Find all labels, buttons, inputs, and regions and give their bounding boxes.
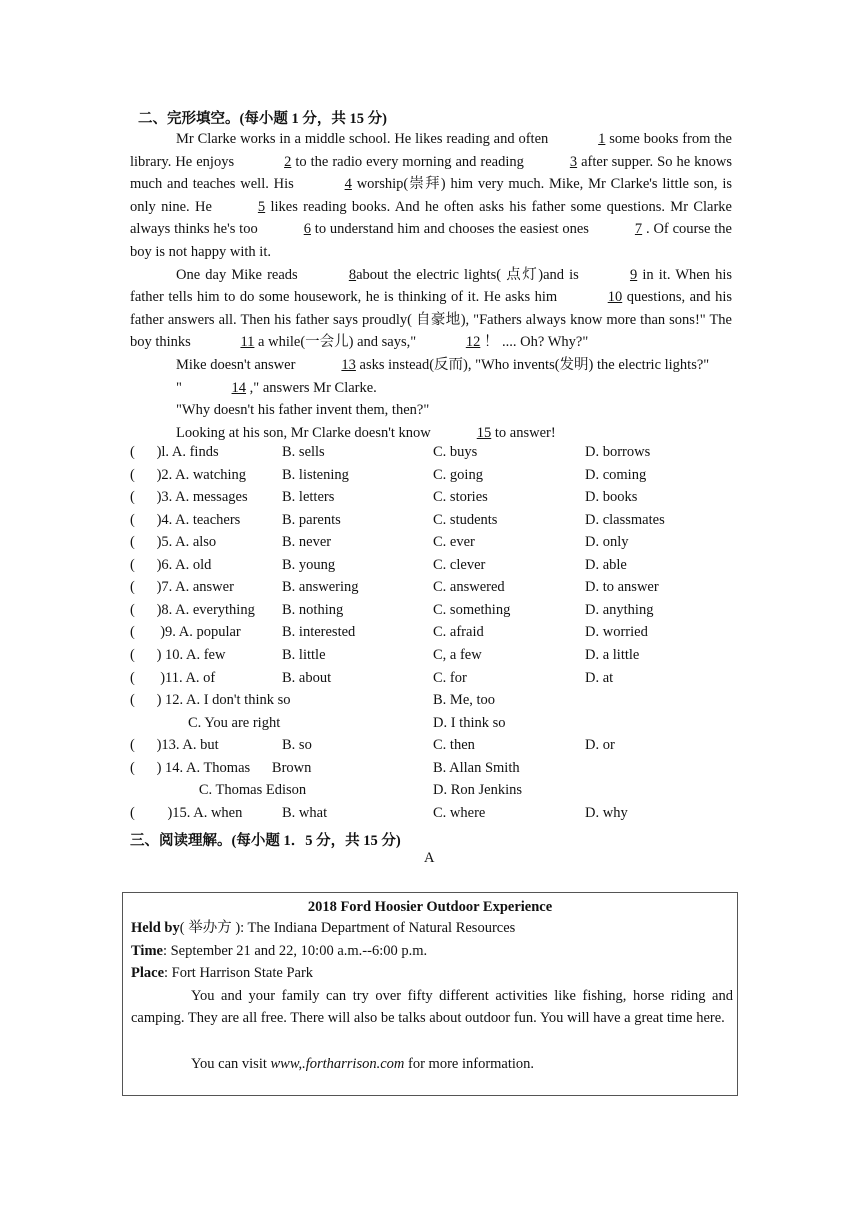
section-2-title: 二、完形填空。(每小题 1 分，共 15 分): [138, 111, 387, 127]
option-b: B. so: [282, 737, 312, 754]
passage-paragraph-5: "Why doesn't his father invent them, then?": [176, 402, 430, 419]
event-title: 2018 Ford Hoosier Outdoor Experience: [307, 899, 553, 915]
option-b: B. little: [282, 646, 326, 663]
held-by-line: Held by( 举办方 ): The Indiana Department of Natural Resources: [131, 920, 516, 936]
passage-paragraph-4: " 14 ," answers Mr Clarke.: [130, 377, 732, 400]
option-a: ( )l. A. finds: [130, 444, 219, 460]
option-c: C, a few: [433, 646, 482, 663]
passage-paragraph-3: Mike doesn't answer 13 asks instead(反而), "Who invents(发明) the electric lights?": [130, 354, 732, 377]
blank-7: 7: [634, 221, 643, 238]
option-a: ( )3. A. messages: [130, 489, 248, 506]
option-d: D. coming: [585, 466, 647, 483]
blank-5: 5: [257, 198, 266, 215]
blank-3: 3: [569, 153, 578, 170]
option-c: C. for: [433, 669, 467, 686]
option-d: D. only: [585, 534, 629, 551]
blank-13: 13: [341, 356, 356, 373]
question-row: [130, 444, 740, 466]
option-b: B. what: [282, 804, 328, 821]
option-b: B. about: [282, 669, 332, 686]
option-b: B. parents: [282, 511, 341, 528]
option-d: D. books: [585, 489, 638, 506]
blank-9: 9: [629, 266, 638, 283]
blank-11: 11: [240, 334, 255, 351]
option-b: B. letters: [282, 489, 335, 506]
event-description: You and your family can try over fifty different activities like fishing, horse riding and camping. They are all free. There will also be talks about outdoor fun. You will have a great time here.: [131, 987, 733, 1027]
option-d: D. able: [585, 556, 627, 573]
question-row: [130, 715, 740, 737]
option-a: ( )8. A. everything: [130, 601, 255, 618]
option-d: D. a little: [585, 646, 640, 663]
option-d: D. why: [585, 804, 628, 821]
option-c: C. going: [433, 466, 483, 483]
question-row: [130, 737, 740, 759]
cloze-passage: [130, 128, 732, 444]
question-row: [130, 602, 740, 624]
option-a: ( ) 12. A. I don't think so: [130, 692, 291, 709]
visit-line: You can visit www,.fortharrison.com for more information.: [191, 1055, 535, 1072]
question-row: [130, 670, 740, 692]
time-line: Time: September 21 and 22, 10:00 a.m.--6:00 p.m.: [131, 942, 428, 959]
option-d: D. worried: [585, 624, 648, 641]
option-c: B. Allan Smith: [433, 759, 520, 776]
question-row: [130, 534, 740, 556]
passage-paragraph-6: Looking at his son, Mr Clarke doesn't know 15 to answer!: [130, 422, 732, 445]
option-c: C. buys: [433, 444, 478, 460]
option-a: ( ) 10. A. few: [130, 646, 226, 663]
question-row: [130, 467, 740, 489]
passage-paragraph-1: Mr Clarke works in a middle school. He likes reading and often 1 some books from the library. He enjoys 2 to the radio every morning and reading 3 after supper. So he knows much and teaches well. His 4 worship(崇拜) him very much. Mike, Mr Clarke's little son, is only nine. He 5 likes reading books. And he often asks his father some questions. Mr Clarke always thinks he's too 6 to understand him and chooses the easiest ones 7 . Of course the boy is not happy with it.: [130, 128, 732, 264]
option-a: ( )9. A. popular: [130, 624, 241, 641]
option-a: ( )6. A. old: [130, 556, 212, 573]
option-b: B. never: [282, 534, 332, 551]
section-3-title: 三、阅读理解。(每小题 1．5 分，共 15 分): [130, 833, 401, 849]
question-row: [130, 579, 740, 601]
option-a: ( )4. A. teachers: [130, 511, 241, 528]
event-notice-box: [122, 892, 738, 1096]
option-c: D. Ron Jenkins: [433, 782, 523, 799]
option-b: B. nothing: [282, 601, 344, 618]
blank-4: 4: [344, 176, 352, 193]
website-link[interactable]: www,.fortharrison.com: [270, 1055, 405, 1072]
option-c: C. then: [433, 737, 475, 754]
question-row: [130, 760, 740, 782]
blank-14: 14: [231, 379, 247, 396]
question-row: [130, 624, 740, 646]
place-line: Place: Fort Harrison State Park: [131, 965, 314, 982]
option-a: ( )2. A. watching: [130, 466, 246, 483]
option-d: D. classmates: [585, 511, 665, 528]
option-c: C. ever: [433, 534, 475, 551]
passage-paragraph-2: One day Mike reads 8about the electric lights( 点灯)and is 9 in it. When his father tells him to do some housework, he is thinking of it. He asks him 10 questions, and his father answers all. Then his father says proudly( 自豪地), "Fathers always know more than sons!" The boy thinks 11 a while(一会儿) and says," 12 ！ .... Oh? Why?": [130, 264, 732, 354]
question-row: [130, 512, 740, 534]
option-a: ( ) 14. A. Thomas Brown: [130, 759, 312, 776]
option-a: C. You are right: [130, 714, 281, 731]
option-b: B. sells: [282, 444, 325, 460]
option-b: B. listening: [282, 466, 349, 483]
option-a: ( )13. A. but: [130, 737, 219, 754]
option-a: ( )5. A. also: [130, 534, 217, 551]
question-row: [130, 647, 740, 669]
option-a: ( )15. A. when: [130, 804, 243, 821]
option-a: C. Thomas Edison: [130, 782, 307, 799]
blank-12: 12: [465, 334, 481, 351]
question-row: [130, 782, 740, 804]
option-d: D. at: [585, 669, 614, 686]
option-c: C. where: [433, 804, 486, 821]
blank-2: 2: [284, 153, 292, 170]
option-d: D. or: [585, 737, 615, 754]
option-b: B. interested: [282, 624, 356, 641]
option-c: D. I think so: [433, 714, 506, 731]
option-c: C. students: [433, 511, 498, 528]
blank-10: 10: [607, 289, 623, 306]
blank-8: 8: [348, 266, 357, 283]
option-a: ( )7. A. answer: [130, 579, 234, 596]
question-row: [130, 692, 740, 714]
question-row: [130, 557, 740, 579]
option-a: ( )11. A. of: [130, 669, 216, 686]
option-d: D. anything: [585, 601, 654, 618]
question-row: [130, 805, 740, 827]
option-b: B. young: [282, 556, 336, 573]
option-c: C. something: [433, 601, 511, 618]
option-c: C. afraid: [433, 624, 484, 641]
question-row: [130, 489, 740, 511]
option-c: C. answered: [433, 579, 505, 596]
option-c: B. Me, too: [433, 692, 496, 709]
blank-15: 15: [476, 424, 492, 441]
blank-1: 1: [598, 131, 606, 147]
option-d: D. borrows: [585, 444, 651, 460]
blank-6: 6: [303, 221, 311, 238]
option-d: D. to answer: [585, 579, 659, 596]
option-c: C. stories: [433, 489, 488, 506]
passage-a-label: A: [424, 850, 435, 866]
option-c: C. clever: [433, 556, 486, 573]
option-b: B. answering: [282, 579, 359, 596]
